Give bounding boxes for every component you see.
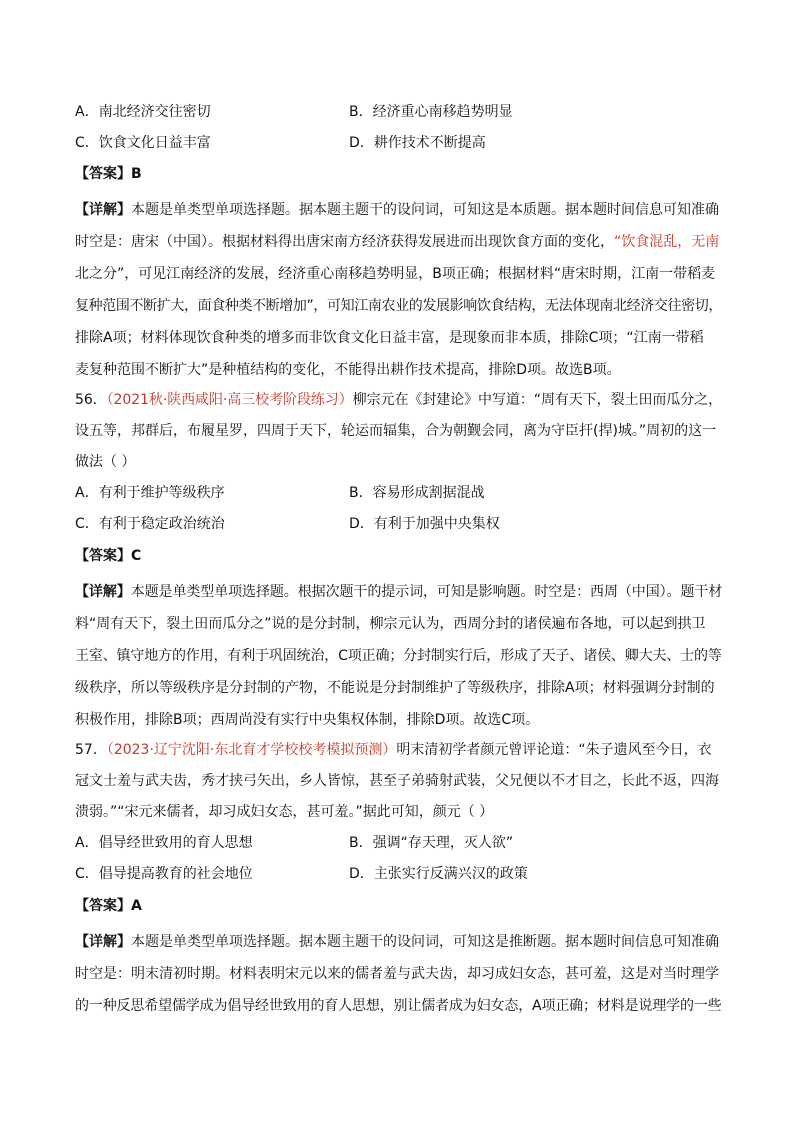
detail-line: 复种范围不断扩大，面食种类不断增加”，可知江南农业的发展影响饮食结构，无法体现南北经济交往密切，: [75, 298, 723, 314]
option-c: C．饮食文化日益丰富: [75, 135, 211, 151]
detail-line: 积极作用，排除B项；西周尚没有实行中央集权体制，排除D项。故选C项。: [75, 712, 540, 728]
detail-text: 本题是单类型单项选择题。据本题主题干的设问词，可知这是推断题。据本题时间信息可知准确: [131, 934, 719, 950]
option-d: D．主张实行反满兴汉的政策: [349, 866, 528, 882]
detail-text: 本题是单类型单项选择题。根据次题干的提示词，可知是影响题。时空是：西周（中国）。题干材: [130, 584, 723, 600]
detail-label: 【详解】: [75, 202, 131, 218]
answer-label: 【答案】A: [75, 898, 142, 914]
detail-text-highlight: “饮食混乱，无南: [614, 234, 720, 250]
question-stem: [75, 740, 712, 760]
detail-line: 王室、镇守地方的作用，有利于巩固统治，C项正确；分封制实行后，形成了天子、诸侯、卿大夫、士的等: [75, 648, 722, 664]
option-a: A．倡导经世致用的育人思想: [75, 835, 253, 851]
detail-line: 料“周有天下，裂土田而瓜分之”说的是分封制，柳宗元认为，西周分封的诸侯遍布各地，可以起到拱卫: [75, 616, 706, 632]
question-stem: [75, 390, 722, 410]
detail-line: 麦复种范围不断扩大”是种植结构的变化，不能得出耕作技术提高，排除D项。故选B项。: [75, 362, 621, 378]
detail-text: 时空是：唐宋（中国）。根据材料得出唐宋南方经济获得发展进而出现饮食方面的变化，: [75, 234, 614, 250]
option-a: A．南北经济交往密切: [75, 104, 211, 120]
detail-line: 级秩序，所以等级秩序是分封制的产物，不能说是分封制维护了等级秩序，排除A项；材料强调分封制的: [75, 680, 715, 696]
question-text: 柳宗元在《封建论》中写道：“周有天下，裂土田而瓜分之，: [352, 392, 723, 408]
question-source: （2021秋·陕西咸阳·高三校考阶段练习）: [106, 392, 353, 408]
detail-line: [75, 200, 719, 220]
question-text: 明末清初学者颜元曾评论道：“朱子遗风至今日，衣: [396, 742, 712, 758]
answer-label: 【答案】B: [75, 166, 142, 182]
question-stem-line: 冠文士羞与武夫齿，秀才挟弓矢出，乡人皆惊，甚至子弟骑射武装，父兄便以不才目之，长此不返，四海: [75, 773, 719, 789]
answer-label: 【答案】C: [75, 548, 142, 564]
option-d: D．有利于加强中央集权: [349, 516, 500, 532]
detail-label: 【详解】: [75, 584, 131, 600]
option-b: B．容易形成割据混战: [349, 485, 485, 501]
detail-line: 时空是：明末清初时期。材料表明宋元以来的儒者羞与武夫齿，却习成妇女态，甚可羞，这是对当时理学: [75, 966, 719, 982]
detail-text: 本题是单类型单项选择题。据本题主题干的设问词，可知这是本质题。据本题时间信息可知准确: [131, 202, 719, 218]
question-number: 56．: [75, 392, 107, 408]
question-stem-line: 做法（ ）: [75, 454, 136, 470]
option-d: D．耕作技术不断提高: [349, 135, 486, 151]
question-stem-line: 设五等，邦群后，布履星罗，四周于天下，轮运而辐集，合为朝觐会同，离为守臣扞(捍)城。”周初的这一: [75, 423, 717, 439]
detail-line: [75, 232, 719, 252]
option-c: C．有利于稳定政治统治: [75, 516, 225, 532]
option-b: B．经济重心南移趋势明显: [349, 104, 513, 120]
detail-line: 北之分”，可见江南经济的发展，经济重心南移趋势明显，B项正确；根据材料“唐宋时期，江南一带稻麦: [75, 266, 716, 282]
detail-label: 【详解】: [75, 934, 131, 950]
question-number: 57．: [75, 742, 107, 758]
option-b: B．强调“存天理，灭人欲”: [349, 835, 514, 851]
detail-line: 排除A项；材料体现饮食种类的增多而非饮食文化日益丰富，是现象而非本质，排除C项；“江南一带稻: [75, 330, 704, 346]
option-c: C．倡导提高教育的社会地位: [75, 866, 253, 882]
question-source: （2023·辽宁沈阳·东北育才学校校考模拟预测）: [106, 742, 397, 758]
detail-line: [75, 932, 719, 952]
detail-line: 的一种反思希望儒学成为倡导经世致用的育人思想，别让儒者成为妇女态，A项正确；材料是说理学的一些: [75, 998, 722, 1014]
detail-line: [75, 582, 722, 602]
question-stem-line: 溃弱。”“宋元来儒者，却习成妇女态，甚可羞。”据此可知，颜元（ ）: [75, 804, 494, 820]
option-a: A．有利于维护等级秩序: [75, 485, 225, 501]
